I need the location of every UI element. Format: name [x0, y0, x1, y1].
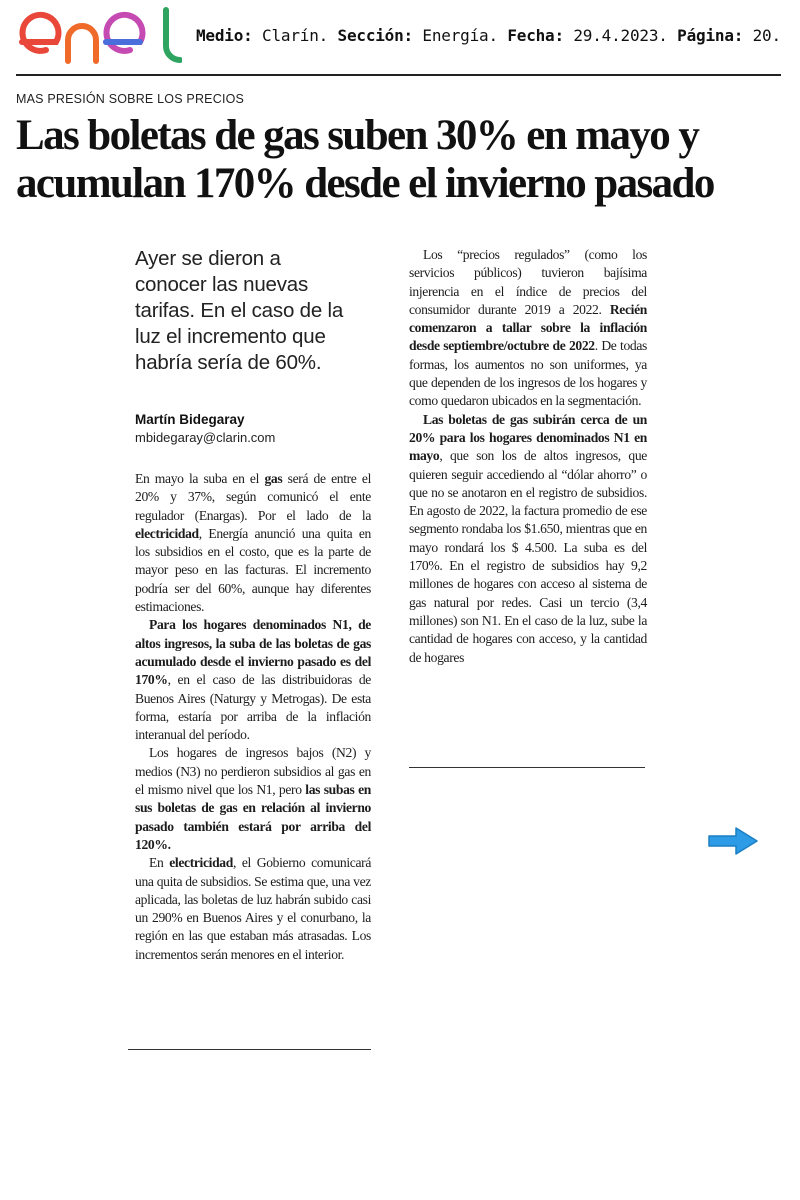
- fecha-label: Fecha:: [507, 26, 564, 45]
- author-name: Martín Bidegaray: [135, 412, 245, 427]
- right-body: [409, 246, 647, 667]
- subheading-line: habría sería de 60%.: [135, 351, 322, 374]
- headline-line-1: Las boletas de gas suben 30% en mayo y: [16, 112, 699, 159]
- bold-run: Las boletas de gas subirán cerca de un 20% para los hogares denominados N1 en mayo: [409, 411, 647, 464]
- paragraph: [135, 744, 371, 854]
- right-column: [409, 246, 647, 667]
- author-email: mbidegaray@clarin.com: [135, 430, 276, 445]
- bold-run: Para los hogares denominados N1, de altos ingresos, la suba de las boletas de gas acumulado desde el invierno pasado es del 170%: [135, 617, 371, 688]
- text-run: , Energía anunció una quita en los subsidios en el costo, que es la parte de mayor peso en las facturas. El incremento podría ser del 60%, aunque hay diferentes estimaciones.: [135, 525, 371, 615]
- text-run: , que son los de altos ingresos, que quieren seguir accediendo al “dólar ahorro” o que no se anotaron en el registro de subsidios. En agosto de 2022, la factura promedio de ese segmento rondaba los $1.650, mientras que en mayo rondará los $ 4.500. La suba es del 170%. En el registro de subsidios hay 9,2 millones de hogares con acceso al sistema de gas natural por redes. Casi un tercio (3,4 millones) son N1. En el caso de la luz, sube la cantidad de hogares con acceso, y la cantidad de hogares: [409, 448, 647, 665]
- medio-label: Medio:: [196, 26, 253, 45]
- right-column-end-rule: [409, 767, 645, 768]
- subheading-line: conocer las nuevas: [135, 273, 309, 296]
- subheading-line: luz el incremento que: [135, 325, 326, 348]
- headline-line-2: acumulan 170% desde el invierno pasado: [16, 160, 714, 207]
- article-kicker: MAS PRESIÓN SOBRE LOS PRECIOS: [16, 92, 245, 106]
- bold-run: las subas en sus boletas de gas en relación al invierno pasado también estará por arriba del 120%.: [135, 782, 372, 852]
- header-divider: [16, 74, 781, 76]
- paragraph: [135, 470, 371, 616]
- text-run: En mayo la suba en el: [135, 471, 265, 486]
- bold-run: electricidad: [135, 525, 199, 541]
- paragraph: [135, 854, 371, 964]
- text-run: , el Gobierno comunicará una quita de subsidios. Se estima que, una vez aplicada, las boletas de luz habrán subido casi un 290% en Buenos Aires y el conurbano, la región en las que estaban más atrasadas. Los incrementos serán menores en el interior.: [135, 855, 372, 962]
- text-run: En: [149, 855, 170, 871]
- paragraph: [135, 616, 371, 744]
- subheading-line: tarifas. En el caso de la: [135, 299, 344, 322]
- publication-meta: [196, 26, 781, 45]
- medio-value: Clarín.: [262, 26, 329, 45]
- text-run: Los “precios regulados” (como los servicios públicos) tuvieron bajísima injerencia en el índice de precios del consumidor durante 2019 a 2022.: [409, 247, 647, 317]
- fecha-value: 29.4.2023.: [573, 26, 668, 45]
- article-headline: [16, 112, 786, 208]
- seccion-value: Energía.: [422, 26, 498, 45]
- left-column: [135, 246, 371, 964]
- text-run: . De todas formas, los aumentos no son uniformes, ya que dependen de los ingresos de los hogares y como quedaron ubicados en la segmentación.: [409, 338, 647, 409]
- pagina-value: 20.: [752, 26, 781, 45]
- enel-logo: [16, 6, 182, 66]
- bold-run: gas: [264, 471, 283, 486]
- left-column-end-rule: [128, 1049, 371, 1050]
- paragraph: [409, 246, 647, 411]
- article-subheading: [135, 246, 371, 376]
- left-body: [135, 470, 371, 964]
- arrow-right-icon[interactable]: [706, 825, 760, 857]
- bold-run: Recién comenzaron a tallar sobre la inflación desde septiembre/octubre de 2022: [409, 301, 647, 354]
- paragraph: [409, 411, 647, 667]
- pagina-label: Página:: [677, 26, 744, 45]
- text-run: será de entre el 20% y 37%, según comunicó el ente regulador (Enargas). Por el lado de la: [135, 471, 371, 523]
- bold-run: electricidad: [169, 855, 233, 871]
- text-run: , en el caso de las distribuidoras de Buenos Aires (Naturgy y Metrogas). De esta forma, estaría por arriba de la inflación interanual del período.: [135, 672, 371, 743]
- seccion-label: Sección:: [337, 26, 413, 45]
- subheading-line: Ayer se dieron a: [135, 247, 281, 270]
- text-run: Los hogares de ingresos bajos (N2) y medios (N3) no perdieron subsidios al gas en el mismo nivel que los N1, pero: [135, 745, 371, 798]
